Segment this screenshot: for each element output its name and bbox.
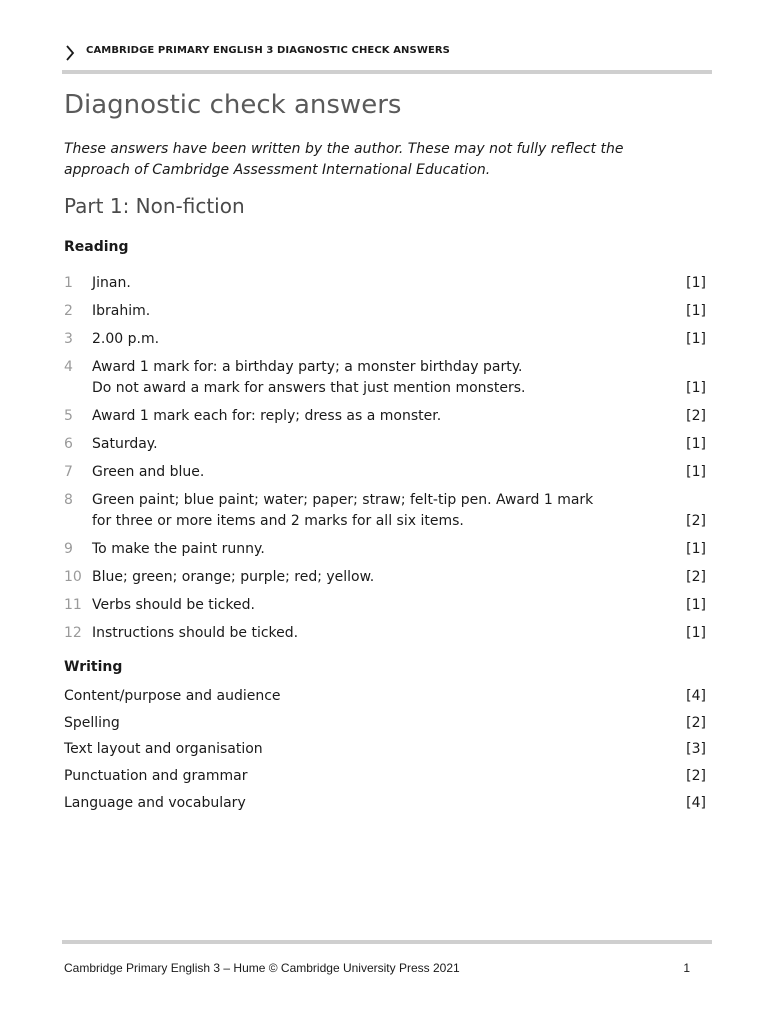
writing-item	[64, 686, 706, 707]
criterion-label: Text layout and organisation	[64, 741, 263, 757]
writing-item	[64, 713, 706, 734]
criterion-mark: [3]	[686, 741, 706, 757]
item-mark: [1]	[686, 303, 706, 319]
item-answer: Award 1 mark for: a birthday party; a monster birthday party. Do not award a mark for answers that just mention monsters.	[92, 359, 526, 396]
item-number: 4	[64, 359, 73, 375]
item-number: 12	[64, 625, 82, 641]
item-mark: [2]	[686, 408, 706, 424]
item-number: 3	[64, 331, 73, 347]
part-heading: Part 1: Non-fiction	[64, 194, 245, 218]
reading-item	[64, 567, 706, 588]
item-number: 1	[64, 275, 73, 291]
footer-divider	[62, 940, 712, 944]
item-answer: Green paint; blue paint; water; paper; straw; felt-tip pen. Award 1 mark for three or more items and 2 marks for all six items.	[92, 492, 594, 529]
criterion-mark: [4]	[686, 795, 706, 811]
writing-item	[64, 793, 706, 814]
item-number: 9	[64, 541, 73, 557]
reading-item	[64, 301, 706, 322]
item-mark: [1]	[686, 331, 706, 347]
item-mark: [1]	[686, 541, 706, 557]
item-number: 8	[64, 492, 73, 508]
footer-copyright: Cambridge Primary English 3 – Hume © Cambridge University Press 2021	[64, 961, 460, 975]
criterion-label: Punctuation and grammar	[64, 768, 248, 784]
reading-item	[64, 595, 706, 616]
criterion-label: Spelling	[64, 715, 120, 731]
item-answer: To make the paint runny.	[92, 541, 265, 557]
intro-note: These answers have been written by the author. These may not fully reflect the approach of Cambridge Assessment International Education.	[64, 141, 624, 178]
reading-heading: Reading	[64, 239, 129, 255]
reading-item	[64, 357, 706, 399]
item-mark: [1]	[686, 625, 706, 641]
reading-item	[64, 434, 706, 455]
item-mark: [1]	[686, 464, 706, 480]
item-number: 6	[64, 436, 73, 452]
item-mark: [1]	[686, 597, 706, 613]
item-mark: [2]	[686, 569, 706, 585]
reading-item	[64, 539, 706, 560]
header-divider	[62, 70, 712, 74]
item-answer: Jinan.	[92, 275, 131, 291]
item-answer: Green and blue.	[92, 464, 205, 480]
criterion-mark: [4]	[686, 688, 706, 704]
item-mark: [1]	[686, 275, 706, 291]
item-number: 11	[64, 597, 82, 613]
item-answer: Verbs should be ticked.	[92, 597, 255, 613]
writing-heading: Writing	[64, 659, 123, 675]
reading-item	[64, 273, 706, 294]
item-answer: 2.00 p.m.	[92, 331, 160, 347]
page-header	[64, 44, 714, 64]
item-answer: Blue; green; orange; purple; red; yellow.	[92, 569, 375, 585]
item-mark: [1]	[686, 380, 706, 396]
reading-item	[64, 490, 706, 532]
writing-item	[64, 739, 706, 760]
item-answer: Instructions should be ticked.	[92, 625, 299, 641]
item-answer: Ibrahim.	[92, 303, 151, 319]
header-title: CAMBRIDGE PRIMARY ENGLISH 3 DIAGNOSTIC CHECK ANSWERS	[86, 45, 450, 56]
chevron-right-icon	[64, 44, 76, 62]
item-answer: Award 1 mark each for: reply; dress as a monster.	[92, 408, 442, 424]
writing-item	[64, 766, 706, 787]
reading-item	[64, 462, 706, 483]
item-answer: Saturday.	[92, 436, 158, 452]
reading-item	[64, 623, 706, 644]
page-title: Diagnostic check answers	[64, 90, 402, 120]
reading-item	[64, 329, 706, 350]
page-number: 1	[683, 961, 690, 975]
item-number: 10	[64, 569, 82, 585]
criterion-label: Language and vocabulary	[64, 795, 246, 811]
criterion-mark: [2]	[686, 715, 706, 731]
item-number: 7	[64, 464, 73, 480]
criterion-mark: [2]	[686, 768, 706, 784]
criterion-label: Content/purpose and audience	[64, 688, 281, 704]
item-mark: [1]	[686, 436, 706, 452]
item-mark: [2]	[686, 513, 706, 529]
reading-item	[64, 406, 706, 427]
item-number: 2	[64, 303, 73, 319]
item-number: 5	[64, 408, 73, 424]
